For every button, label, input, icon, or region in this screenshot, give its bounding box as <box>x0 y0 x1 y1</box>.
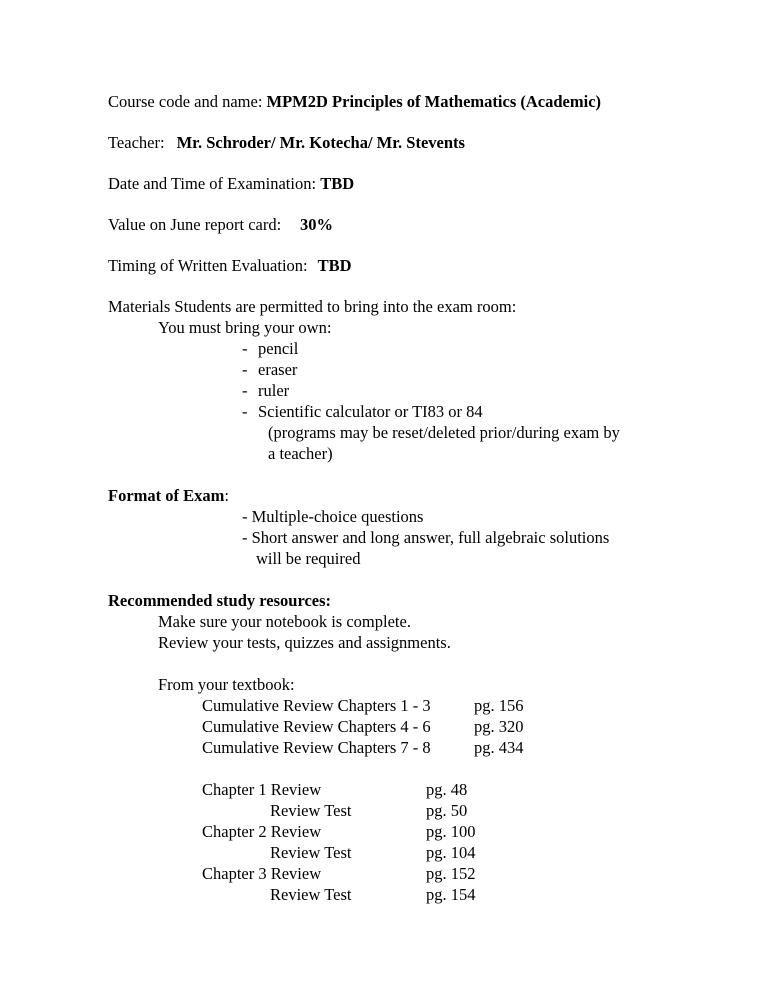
page-ref: pg. 434 <box>474 738 524 757</box>
report-value: 30% <box>300 215 333 234</box>
list-item: Review Test <box>270 843 352 862</box>
exam-date-line <box>108 174 354 194</box>
textbook-heading: From your textbook: <box>158 675 295 694</box>
list-item: - <box>242 339 248 358</box>
list-item-text: ruler <box>258 381 290 400</box>
page-ref: pg. 104 <box>426 843 476 862</box>
format-item-2-cont: will be required <box>256 549 361 568</box>
page-ref: pg. 100 <box>426 822 476 841</box>
report-value-line <box>108 215 281 235</box>
written-timing-value: TBD <box>317 256 352 275</box>
list-item: Cumulative Review Chapters 4 - 6 <box>202 717 431 736</box>
page-ref: pg. 48 <box>426 780 468 799</box>
teacher-value: Mr. Schroder/ Mr. Kotecha/ Mr. Stevents <box>176 133 465 152</box>
list-item: Review Test <box>270 885 352 904</box>
resources-line-1: Make sure your notebook is complete. <box>158 612 411 631</box>
materials-note-line1: (programs may be reset/deleted prior/during exam by <box>268 423 620 442</box>
list-item-text: Scientific calculator or TI83 or 84 <box>258 402 483 421</box>
teacher-label: Teacher: <box>108 133 165 152</box>
list-item: - <box>242 381 248 400</box>
list-item: Review Test <box>270 801 352 820</box>
list-item: Chapter 1 Review <box>202 780 322 799</box>
page-ref: pg. 154 <box>426 885 476 904</box>
page-ref: pg. 156 <box>474 696 524 715</box>
course-label: Course code and name: <box>108 92 267 111</box>
report-value-label: Value on June report card: <box>108 215 282 234</box>
written-timing-label: Timing of Written Evaluation: <box>108 256 308 275</box>
list-item-text: eraser <box>258 360 298 379</box>
written-timing-line <box>108 256 352 276</box>
resources-line-2: Review your tests, quizzes and assignments. <box>158 633 451 652</box>
teacher-line <box>108 133 465 153</box>
list-item: - <box>242 402 248 421</box>
resources-heading-text: Recommended study resources: <box>108 591 332 610</box>
format-heading: Format of Exam <box>108 486 225 505</box>
course-value: MPM2D Principles of Mathematics (Academic) <box>266 92 602 111</box>
materials-note-line2: a teacher) <box>268 444 333 463</box>
format-colon: : <box>224 486 229 505</box>
resources-heading <box>108 591 331 611</box>
format-item-1: - Multiple-choice questions <box>242 507 424 526</box>
materials-bring: You must bring your own: <box>158 318 332 337</box>
format-item-2: - Short answer and long answer, full algebraic solutions <box>242 528 610 547</box>
page-ref: pg. 320 <box>474 717 524 736</box>
course-line <box>108 92 601 112</box>
report-value-cell <box>300 215 333 235</box>
list-item: Cumulative Review Chapters 7 - 8 <box>202 738 431 757</box>
list-item: Cumulative Review Chapters 1 - 3 <box>202 696 431 715</box>
page-ref: pg. 152 <box>426 864 476 883</box>
exam-date-value: TBD <box>320 174 355 193</box>
exam-date-label: Date and Time of Examination: <box>108 174 321 193</box>
format-heading-line <box>108 486 229 506</box>
list-item: Chapter 3 Review <box>202 864 322 883</box>
page-ref: pg. 50 <box>426 801 468 820</box>
materials-intro: Materials Students are permitted to bring into the exam room: <box>108 297 517 316</box>
list-item: - <box>242 360 248 379</box>
list-item: Chapter 2 Review <box>202 822 322 841</box>
list-item-text: pencil <box>258 339 299 358</box>
